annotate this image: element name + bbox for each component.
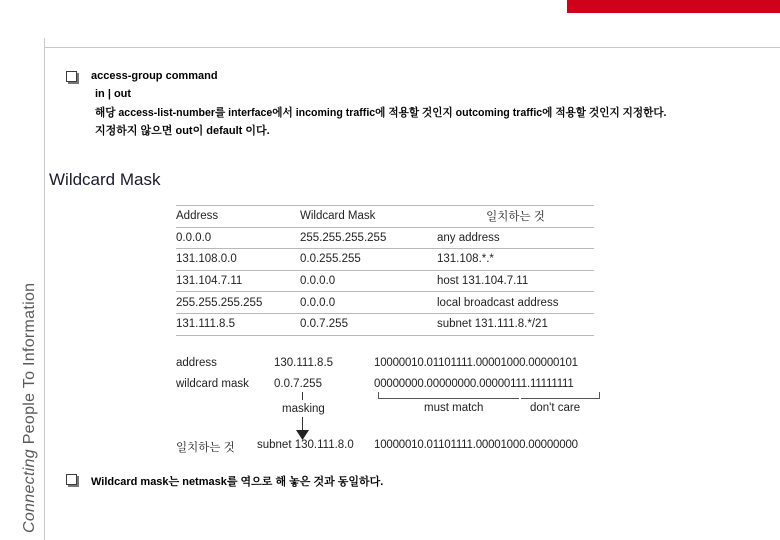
calc-address-label: address	[176, 357, 217, 369]
calc-address-bits: 10000010.01101111.00001000.00000101	[374, 357, 578, 369]
table-cell: 0.0.7.255	[300, 318, 348, 331]
table-header-cell: Wildcard Mask	[300, 210, 376, 223]
table-cell: host 131.104.7.11	[437, 275, 529, 288]
table-cell: 0.0.255.255	[300, 253, 361, 266]
masking-label: masking	[282, 403, 325, 415]
calc-wildcard-label: wildcard mask	[176, 378, 249, 390]
section-title: Wildcard Mask	[49, 170, 161, 189]
table-header-row	[176, 205, 594, 228]
calc-wildcard-bits: 00000000.00000000.00000111.11111111	[374, 378, 574, 390]
table-row	[176, 314, 594, 336]
table-cell: 255.255.255.255	[176, 296, 263, 309]
wildcard-table	[176, 205, 594, 336]
must-match-brace	[378, 392, 519, 399]
table-cell: 131.108.*.*	[437, 253, 494, 266]
table-cell: 131.111.8.5	[176, 318, 236, 331]
calc-wildcard-value: 0.0.7.255	[274, 378, 322, 390]
header-accent-bar	[567, 0, 780, 13]
table-cell: subnet 131.111.8.*/21	[437, 318, 548, 331]
table-header-cell: 일치하는 것	[486, 211, 545, 224]
table-cell: 255.255.255.255	[300, 231, 387, 244]
calc-address-value: 130.111.8.5	[274, 357, 334, 369]
table-row	[176, 228, 594, 250]
side-brand-connecting: Connecting	[21, 449, 38, 533]
table-cell: 131.108.0.0	[176, 253, 237, 266]
dont-care-brace	[521, 392, 600, 399]
table-row	[176, 249, 594, 271]
side-brand-people: People To Information	[21, 282, 38, 445]
masking-connector	[302, 392, 303, 400]
bullet1-line2: in | out	[95, 88, 132, 100]
table-cell: local broadcast address	[437, 296, 559, 309]
table-cell: any address	[437, 231, 500, 244]
side-brand-text	[21, 283, 39, 533]
left-divider	[44, 38, 45, 540]
table-cell: 131.104.7.11	[176, 275, 243, 288]
bullet2-text: Wildcard mask는 netmask를 역으로 해 놓은 것과 동일하다.	[91, 476, 384, 488]
table-row	[176, 292, 594, 314]
bullet1-line3: 해당 access-list-number를 interface에서 incoming traffic에 적용할 것인지 outcoming traffic에 적용할 것인지 지정한다.	[95, 107, 667, 119]
calc-result-bits: 10000010.01101111.00001000.00000000	[374, 439, 578, 451]
bullet1-line1: access-group command	[91, 70, 218, 82]
bullet1-line4: 지정하지 않으면 out이 default 이다.	[95, 125, 270, 137]
bullet-icon	[66, 71, 77, 82]
bullet-icon	[66, 474, 77, 485]
must-match-label: must match	[424, 402, 484, 414]
table-header-cell: Address	[176, 210, 219, 223]
dont-care-label: don't care	[530, 402, 581, 414]
top-divider	[44, 47, 780, 48]
calc-result-value: subnet 130.111.8.0	[257, 439, 354, 451]
table-cell: 0.0.0.0	[300, 296, 336, 309]
table-cell: 0.0.0.0	[300, 275, 336, 288]
table-cell: 0.0.0.0	[176, 231, 212, 244]
calc-result-label: 일치하는 것	[176, 442, 235, 454]
table-row	[176, 271, 594, 293]
